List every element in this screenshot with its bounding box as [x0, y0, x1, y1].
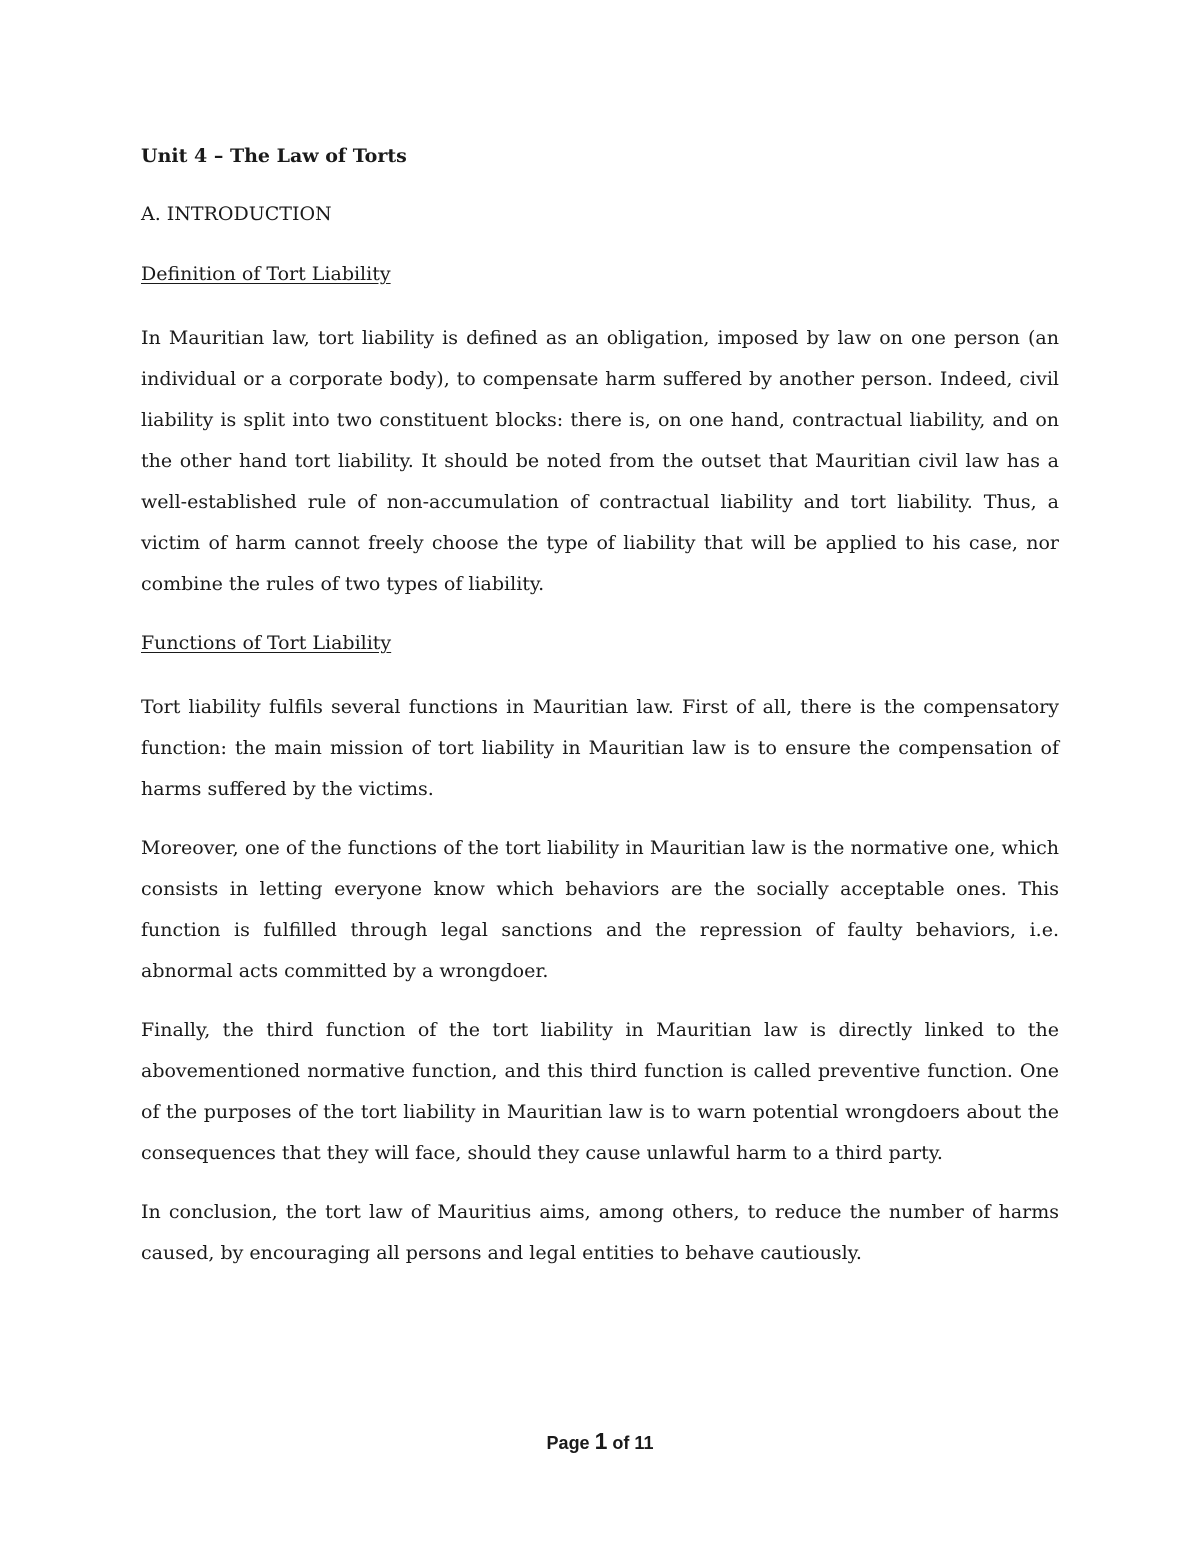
paragraph-normative: Moreover, one of the functions of the tort liability in Mauritian law is the normative one, which consists in letting everyone know which behaviors are the socially acceptable ones. This function is fulfilled through legal sanctions and the repression of faulty behaviors, i.e. abnormal acts committed by a wrongdoer.	[141, 837, 1059, 982]
paragraph-preventive: Finally, the third function of the tort liability in Mauritian law is directly linked to the abovementioned normative function, and this third function is called preventive function. One of the purposes of the tort liability in Mauritian law is to warn potential wrongdoers about the consequences that they will face, should they cause unlawful harm to a third party.	[141, 1019, 1059, 1164]
document-title: Unit 4 – The Law of Torts	[141, 145, 407, 167]
page-prefix: Page	[546, 1433, 590, 1453]
document-body	[141, 140, 1059, 1292]
page-footer	[0, 1428, 1200, 1455]
page-number: 1	[594, 1428, 608, 1454]
paragraph-conclusion: In conclusion, the tort law of Mauritius aims, among others, to reduce the number of harms caused, by encouraging all persons and legal entities to behave cautiously.	[141, 1201, 1059, 1264]
paragraph-definition: In Mauritian law, tort liability is defined as an obligation, imposed by law on one person (an individual or a corporate body), to compensate harm suffered by another person. Indeed, civil liability is split into two constituent blocks: there is, on one hand, contractual liability, and on the other hand tort liability. It should be noted from the outset that Mauritian civil law has a well-established rule of non-accumulation of contractual liability and tort liability. Thus, a victim of harm cannot freely choose the type of liability that will be applied to his case, nor combine the rules of two types of liability.	[141, 327, 1059, 595]
section-heading: A. INTRODUCTION	[141, 203, 332, 225]
page-total: 11	[634, 1433, 654, 1453]
paragraph-compensatory: Tort liability fulfils several functions in Mauritian law. First of all, there is the compensatory function: the main mission of tort liability in Mauritian law is to ensure the compensation of harms suffered by the victims.	[141, 696, 1059, 800]
subheading-functions: Functions of Tort Liability	[141, 632, 392, 654]
page-separator: of	[612, 1433, 630, 1453]
subheading-definition: Definition of Tort Liability	[141, 263, 391, 285]
